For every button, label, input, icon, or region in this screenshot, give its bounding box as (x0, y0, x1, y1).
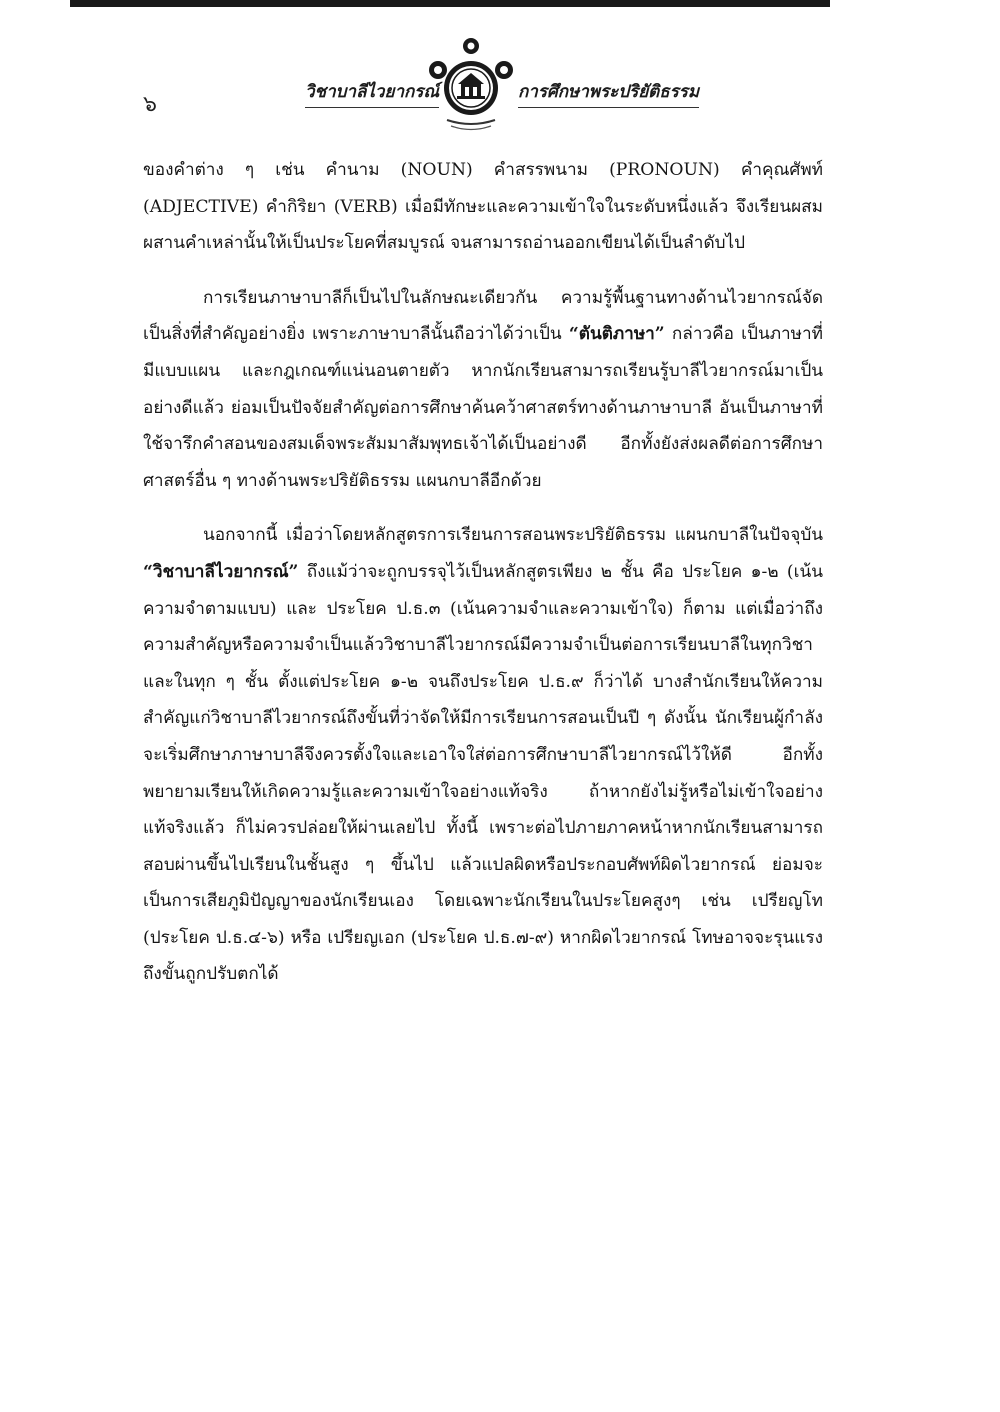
body-text (143, 152, 823, 1011)
paragraph-3 (143, 517, 823, 993)
running-header-right: การศึกษาพระปริยัติธรรม (518, 78, 699, 108)
top-rule (70, 0, 830, 7)
paragraph-2-part-1: การเรียนภาษาบาลีก็เป็นไปในลักษณะเดียวกัน ความรู้พื้นฐานทางด้านไวยากรณ์จัดเป็นสิ่งที่สำคัญอย่างยิ่ง เพราะภาษาบาลีนั้นถือว่าได้ว่าเป็น (143, 287, 823, 345)
paragraph-3-part-2: ถึงแม้ว่าจะถูกบรรจุไว้เป็นหลักสูตรเพียง ๒ ชั้น คือ ประโยค ๑-๒ (เน้นความจำตามแบบ) และ ประโยค ป.ธ.๓ (เน้นความจำและความเข้าใจ) ก็ตาม แต่เมื่อว่าถึงความสำคัญหรือความจำเป็นแล้ววิชาบาลีไวยากรณ์มีความจำเป็นต่อการเรียนบาลีในทุกวิชา และในทุก ๆ ชั้น ตั้งแต่ประโยค ๑-๒ จนถึงประโยค ป.ธ.๙ ก็ว่าได้ บางสำนักเรียนให้ความสำคัญแก่วิชาบาลีไวยากรณ์ถึงขั้นที่ว่าจัดให้มีการเรียนการสอนเป็นปี ๆ ดังนั้น นักเรียนผู้กำลังจะเริ่มศึกษาภาษาบาลีจึงควรตั้งใจและเอาใจใส่ต่อการศึกษาบาลีไวยากรณ์ไว้ให้ดี อีกทั้งพยายามเรียนให้เกิดความรู้และความเข้าใจอย่างแท้จริง ถ้าหากยังไม่รู้หรือไม่เข้าใจอย่างแท้จริงแล้ว ก็ไม่ควรปล่อยให้ผ่านเลยไป ทั้งนี้ เพราะต่อไปภายภาคหน้าหากนักเรียนสามารถสอบผ่านขึ้นไปเรียนในชั้นสูง ๆ ขึ้นไป แล้วแปลผิดหรือประกอบศัพท์ผิดไวยากรณ์ ย่อมจะเป็นการเสียภูมิปัญญาของนักเรียนเอง โดยเฉพาะนักเรียนในประโยคสูงๆ เช่น เปรียญโท (ประโยค ป.ธ.๔-๖) หรือ เปรียญเอก (ประโยค ป.ธ.๗-๙) หากผิดไวยากรณ์ โทษอาจจะรุนแรง ถึงขั้นถูกปรับตกได้ (143, 561, 823, 985)
paragraph-2 (143, 280, 823, 500)
paragraph-1: ของคำต่าง ๆ เช่น คำนาม (NOUN) คำสรรพนาม (PRONOUN) คำคุณศัพท์ (ADJECTIVE) คำกิริยา (VERB) เมื่อมีทักษะและความเข้าใจในระดับหนึ่งแล้ว จึงเรียนผสมผสานคำเหล่านั้นให้เป็นประโยคที่สมบูรณ์ จนสามารถอ่านออกเขียนได้เป็นลำดับไป (143, 160, 823, 254)
monastery-seal-icon (425, 36, 517, 136)
paragraph-2-part-2: กล่าวคือ เป็นภาษาที่มีแบบแผน และกฎเกณฑ์แน่นอนตายตัว หากนักเรียนสามารถเรียนรู้บาลีไวยากรณ์มาเป็นอย่างดีแล้ว ย่อมเป็นปัจจัยสำคัญต่อการศึกษาค้นคว้าศาสตร์ทางด้านภาษาบาลี อันเป็นภาษาที่ใช้จารึกคำสอนของสมเด็จพระสัมมาสัมพุทธเจ้าได้เป็นอย่างดี อีกทั้งยังส่งผลดีต่อการศึกษาศาสตร์อื่น ๆ ทางด้านพระปริยัติธรรม แผนกบาลีอีกด้วย (143, 324, 823, 491)
paragraph-3-part-1: นอกจากนี้ เมื่อว่าโดยหลักสูตรการเรียนการสอนพระปริยัติธรรม แผนกบาลีในปัจจุบัน (203, 525, 823, 546)
running-header-left: วิชาบาลีไวยากรณ์ (305, 78, 439, 108)
paragraph-3-emphasis: “วิชาบาลีไวยากรณ์” (143, 561, 299, 582)
paragraph-2-emphasis: “ตันติภาษา” (568, 324, 665, 345)
page-number: ๖ (143, 92, 157, 117)
